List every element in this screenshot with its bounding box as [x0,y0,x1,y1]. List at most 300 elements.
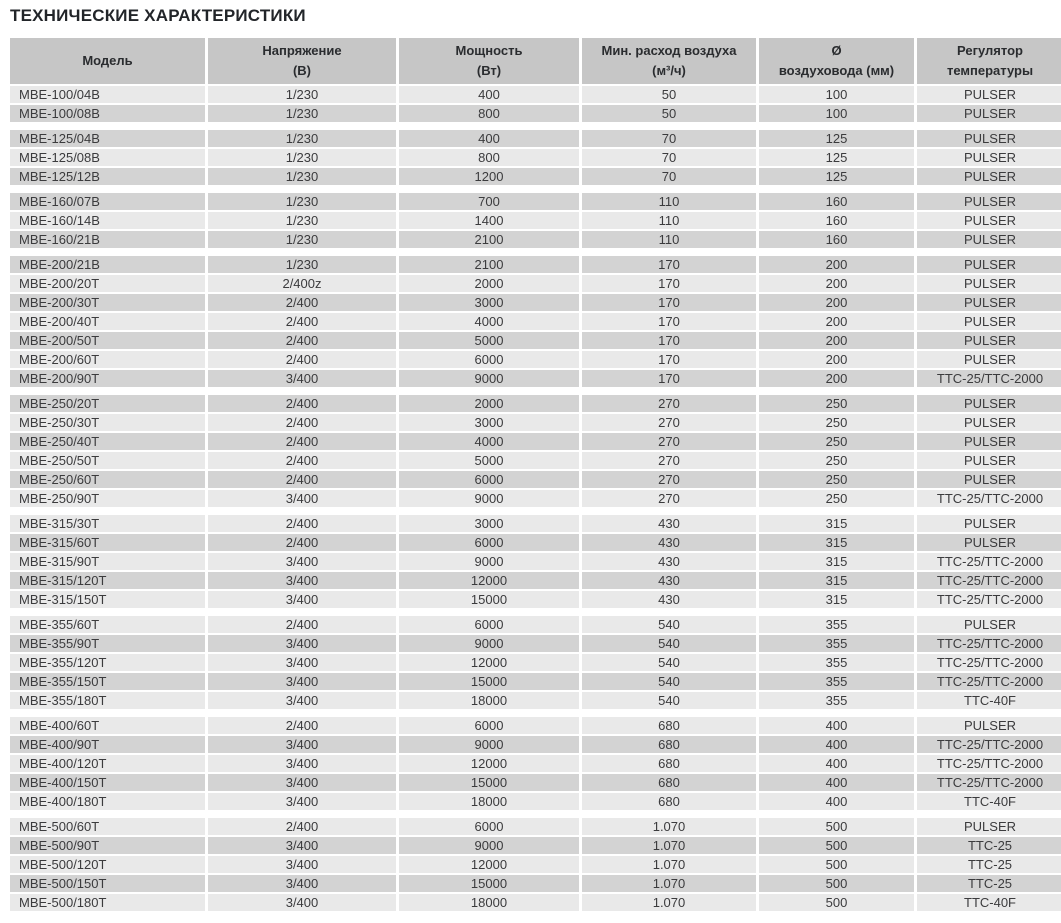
group-gap-spacer [10,711,1061,715]
airflow-cell: 680 [582,736,756,753]
group-gap-spacer [10,250,1061,254]
table-row [10,818,1061,835]
regulator-cell: TTC-25/TTC-2000 [917,736,1061,753]
table-row [10,212,1061,229]
regulator-cell: PULSER [917,105,1061,122]
airflow-cell: 170 [582,332,756,349]
voltage-cell: 2/400 [208,818,396,835]
model-cell: MBE-355/120T [10,654,205,671]
diameter-cell: 355 [759,654,914,671]
power-cell: 2000 [399,275,579,292]
model-cell: MBE-355/150T [10,673,205,690]
power-cell: 9000 [399,837,579,854]
model-cell: MBE-100/04B [10,86,205,103]
voltage-cell: 1/230 [208,231,396,248]
table-row [10,736,1061,753]
airflow-cell: 170 [582,294,756,311]
power-cell: 6000 [399,616,579,633]
model-cell: MBE-500/90T [10,837,205,854]
airflow-cell: 1.070 [582,856,756,873]
voltage-cell: 3/400 [208,370,396,387]
regulator-cell: PULSER [917,313,1061,330]
power-cell: 5000 [399,332,579,349]
table-row [10,168,1061,185]
airflow-cell: 430 [582,515,756,532]
power-cell: 2100 [399,231,579,248]
model-cell: MBE-200/60T [10,351,205,368]
table-row [10,294,1061,311]
model-cell: MBE-500/180T [10,894,205,911]
diameter-cell: 160 [759,193,914,210]
diameter-cell: 500 [759,894,914,911]
regulator-cell: PULSER [917,231,1061,248]
diameter-cell: 500 [759,818,914,835]
regulator-cell: TTC-25 [917,856,1061,873]
power-cell: 6000 [399,471,579,488]
column-header-airflow: Мин. расход воздуха (м³/ч) [582,38,756,84]
airflow-cell: 1.070 [582,837,756,854]
airflow-cell: 70 [582,168,756,185]
voltage-cell: 2/400z [208,275,396,292]
power-cell: 4000 [399,433,579,450]
voltage-cell: 2/400 [208,471,396,488]
airflow-cell: 540 [582,692,756,709]
table-row [10,591,1061,608]
diameter-cell: 125 [759,168,914,185]
diameter-cell: 100 [759,86,914,103]
voltage-cell: 3/400 [208,572,396,589]
column-header-voltage: Напряжение (В) [208,38,396,84]
voltage-cell: 3/400 [208,591,396,608]
table-row [10,673,1061,690]
model-cell: MBE-400/60T [10,717,205,734]
diameter-cell: 250 [759,433,914,450]
power-cell: 400 [399,130,579,147]
regulator-cell: PULSER [917,193,1061,210]
regulator-cell: TTC-40F [917,793,1061,810]
regulator-cell: TTC-25/TTC-2000 [917,591,1061,608]
table-row [10,515,1061,532]
voltage-cell: 1/230 [208,193,396,210]
regulator-cell: TTC-25/TTC-2000 [917,755,1061,772]
power-cell: 9000 [399,736,579,753]
voltage-cell: 2/400 [208,717,396,734]
voltage-cell: 1/230 [208,212,396,229]
power-cell: 9000 [399,370,579,387]
regulator-cell: PULSER [917,452,1061,469]
diameter-cell: 400 [759,774,914,791]
model-cell: MBE-160/07B [10,193,205,210]
diameter-cell: 100 [759,105,914,122]
table-row [10,774,1061,791]
model-cell: MBE-200/20T [10,275,205,292]
voltage-cell: 3/400 [208,736,396,753]
airflow-cell: 430 [582,553,756,570]
power-cell: 6000 [399,717,579,734]
airflow-cell: 540 [582,673,756,690]
table-row [10,894,1061,911]
airflow-cell: 270 [582,395,756,412]
regulator-cell: PULSER [917,717,1061,734]
regulator-cell: TTC-40F [917,894,1061,911]
model-cell: MBE-355/90T [10,635,205,652]
group-gap [10,812,1061,816]
spec-table [7,36,1061,913]
table-row [10,616,1061,633]
regulator-cell: TTC-25/TTC-2000 [917,553,1061,570]
diameter-cell: 315 [759,515,914,532]
airflow-cell: 430 [582,591,756,608]
diameter-cell: 125 [759,130,914,147]
voltage-cell: 2/400 [208,433,396,450]
power-cell: 12000 [399,755,579,772]
model-cell: MBE-125/04B [10,130,205,147]
airflow-cell: 430 [582,534,756,551]
column-header-duct-diameter: Ø воздуховода (мм) [759,38,914,84]
table-row [10,370,1061,387]
page-title: ТЕХНИЧЕСКИЕ ХАРАКТЕРИСТИКИ [10,6,306,25]
power-cell: 18000 [399,894,579,911]
regulator-cell: PULSER [917,130,1061,147]
airflow-cell: 680 [582,793,756,810]
model-cell: MBE-500/150T [10,875,205,892]
voltage-cell: 1/230 [208,168,396,185]
voltage-cell: 2/400 [208,294,396,311]
model-cell: MBE-500/120T [10,856,205,873]
group-gap [10,509,1061,513]
regulator-cell: TTC-25 [917,837,1061,854]
model-cell: MBE-125/12B [10,168,205,185]
regulator-cell: TTC-25/TTC-2000 [917,635,1061,652]
table-row [10,395,1061,412]
regulator-cell: PULSER [917,818,1061,835]
voltage-cell: 3/400 [208,894,396,911]
table-row [10,313,1061,330]
voltage-cell: 3/400 [208,875,396,892]
table-row [10,534,1061,551]
regulator-cell: PULSER [917,414,1061,431]
diameter-cell: 250 [759,490,914,507]
voltage-cell: 3/400 [208,553,396,570]
table-row [10,717,1061,734]
diameter-cell: 200 [759,313,914,330]
diameter-cell: 200 [759,294,914,311]
regulator-cell: TTC-25/TTC-2000 [917,654,1061,671]
regulator-cell: PULSER [917,168,1061,185]
power-cell: 6000 [399,818,579,835]
table-row [10,490,1061,507]
diameter-cell: 200 [759,256,914,273]
airflow-cell: 70 [582,130,756,147]
diameter-cell: 400 [759,717,914,734]
model-cell: MBE-400/180T [10,793,205,810]
regulator-cell: PULSER [917,515,1061,532]
model-cell: MBE-500/60T [10,818,205,835]
table-row [10,351,1061,368]
regulator-cell: PULSER [917,616,1061,633]
diameter-cell: 355 [759,673,914,690]
table-header [10,38,1061,84]
model-cell: MBE-160/14B [10,212,205,229]
regulator-cell: TTC-25/TTC-2000 [917,490,1061,507]
regulator-cell: PULSER [917,395,1061,412]
regulator-cell: TTC-25/TTC-2000 [917,774,1061,791]
diameter-cell: 250 [759,395,914,412]
regulator-cell: TTC-25 [917,875,1061,892]
voltage-cell: 3/400 [208,490,396,507]
table-row [10,856,1061,873]
diameter-cell: 125 [759,149,914,166]
model-cell: MBE-125/08B [10,149,205,166]
voltage-cell: 3/400 [208,673,396,690]
table-row [10,193,1061,210]
regulator-cell: PULSER [917,471,1061,488]
power-cell: 18000 [399,692,579,709]
column-header-model: Модель [10,38,205,84]
regulator-cell: PULSER [917,275,1061,292]
airflow-cell: 170 [582,275,756,292]
group-gap-spacer [10,509,1061,513]
model-cell: MBE-315/60T [10,534,205,551]
table-row [10,875,1061,892]
airflow-cell: 270 [582,490,756,507]
voltage-cell: 2/400 [208,515,396,532]
model-cell: MBE-400/120T [10,755,205,772]
airflow-cell: 270 [582,414,756,431]
table-row [10,755,1061,772]
diameter-cell: 315 [759,553,914,570]
power-cell: 2100 [399,256,579,273]
group-gap [10,124,1061,128]
regulator-cell: PULSER [917,86,1061,103]
regulator-cell: PULSER [917,433,1061,450]
airflow-cell: 680 [582,774,756,791]
regulator-cell: PULSER [917,534,1061,551]
regulator-cell: PULSER [917,351,1061,368]
group-gap-spacer [10,610,1061,614]
voltage-cell: 3/400 [208,856,396,873]
power-cell: 12000 [399,856,579,873]
table-row [10,635,1061,652]
airflow-cell: 50 [582,105,756,122]
model-cell: MBE-400/150T [10,774,205,791]
group-gap-spacer [10,389,1061,393]
diameter-cell: 315 [759,534,914,551]
group-gap-spacer [10,812,1061,816]
table-row [10,433,1061,450]
diameter-cell: 355 [759,616,914,633]
airflow-cell: 170 [582,351,756,368]
model-cell: MBE-315/90T [10,553,205,570]
diameter-cell: 250 [759,452,914,469]
diameter-cell: 200 [759,275,914,292]
airflow-cell: 540 [582,616,756,633]
power-cell: 1200 [399,168,579,185]
voltage-cell: 2/400 [208,395,396,412]
table-row [10,414,1061,431]
regulator-cell: TTC-25/TTC-2000 [917,572,1061,589]
airflow-cell: 540 [582,654,756,671]
regulator-cell: TTC-25/TTC-2000 [917,673,1061,690]
model-cell: MBE-315/150T [10,591,205,608]
model-cell: MBE-250/30T [10,414,205,431]
model-cell: MBE-250/60T [10,471,205,488]
diameter-cell: 355 [759,692,914,709]
model-cell: MBE-200/40T [10,313,205,330]
regulator-cell: TTC-25/TTC-2000 [917,370,1061,387]
model-cell: MBE-355/180T [10,692,205,709]
airflow-cell: 170 [582,256,756,273]
table-row [10,332,1061,349]
diameter-cell: 355 [759,635,914,652]
voltage-cell: 1/230 [208,86,396,103]
table-row [10,149,1061,166]
voltage-cell: 3/400 [208,774,396,791]
power-cell: 800 [399,149,579,166]
airflow-cell: 680 [582,717,756,734]
airflow-cell: 50 [582,86,756,103]
airflow-cell: 430 [582,572,756,589]
voltage-cell: 2/400 [208,313,396,330]
power-cell: 9000 [399,553,579,570]
voltage-cell: 3/400 [208,793,396,810]
diameter-cell: 200 [759,332,914,349]
power-cell: 2000 [399,395,579,412]
model-cell: MBE-315/120T [10,572,205,589]
diameter-cell: 500 [759,856,914,873]
diameter-cell: 250 [759,471,914,488]
table-row [10,105,1061,122]
diameter-cell: 200 [759,370,914,387]
power-cell: 9000 [399,490,579,507]
voltage-cell: 1/230 [208,256,396,273]
power-cell: 4000 [399,313,579,330]
power-cell: 15000 [399,875,579,892]
column-header-power: Мощность (Вт) [399,38,579,84]
airflow-cell: 270 [582,433,756,450]
diameter-cell: 400 [759,736,914,753]
power-cell: 800 [399,105,579,122]
power-cell: 15000 [399,673,579,690]
power-cell: 700 [399,193,579,210]
group-gap [10,711,1061,715]
power-cell: 15000 [399,591,579,608]
voltage-cell: 3/400 [208,755,396,772]
voltage-cell: 1/230 [208,149,396,166]
voltage-cell: 3/400 [208,635,396,652]
model-cell: MBE-250/20T [10,395,205,412]
airflow-cell: 110 [582,193,756,210]
airflow-cell: 680 [582,755,756,772]
diameter-cell: 200 [759,351,914,368]
regulator-cell: PULSER [917,149,1061,166]
diameter-cell: 500 [759,837,914,854]
airflow-cell: 270 [582,471,756,488]
diameter-cell: 315 [759,591,914,608]
voltage-cell: 2/400 [208,452,396,469]
voltage-cell: 1/230 [208,105,396,122]
regulator-cell: TTC-40F [917,692,1061,709]
voltage-cell: 3/400 [208,837,396,854]
group-gap [10,187,1061,191]
model-cell: MBE-250/90T [10,490,205,507]
table-row [10,553,1061,570]
table-row [10,654,1061,671]
table-row [10,793,1061,810]
airflow-cell: 1.070 [582,875,756,892]
table-row [10,471,1061,488]
diameter-cell: 500 [759,875,914,892]
diameter-cell: 400 [759,793,914,810]
table-row [10,572,1061,589]
voltage-cell: 2/400 [208,332,396,349]
regulator-cell: PULSER [917,332,1061,349]
table-row [10,231,1061,248]
diameter-cell: 315 [759,572,914,589]
power-cell: 9000 [399,635,579,652]
regulator-cell: PULSER [917,212,1061,229]
power-cell: 5000 [399,452,579,469]
regulator-cell: PULSER [917,294,1061,311]
power-cell: 1400 [399,212,579,229]
model-cell: MBE-315/30T [10,515,205,532]
voltage-cell: 2/400 [208,534,396,551]
group-gap [10,610,1061,614]
power-cell: 12000 [399,572,579,589]
table-row [10,837,1061,854]
model-cell: MBE-400/90T [10,736,205,753]
group-gap [10,250,1061,254]
airflow-cell: 110 [582,231,756,248]
table-row [10,130,1061,147]
airflow-cell: 540 [582,635,756,652]
airflow-cell: 1.070 [582,818,756,835]
power-cell: 18000 [399,793,579,810]
airflow-cell: 270 [582,452,756,469]
regulator-cell: PULSER [917,256,1061,273]
airflow-cell: 70 [582,149,756,166]
voltage-cell: 2/400 [208,616,396,633]
power-cell: 400 [399,86,579,103]
airflow-cell: 1.070 [582,894,756,911]
group-gap-spacer [10,187,1061,191]
airflow-cell: 170 [582,313,756,330]
table-body [10,86,1061,911]
diameter-cell: 250 [759,414,914,431]
model-cell: MBE-200/90T [10,370,205,387]
table-row [10,275,1061,292]
model-cell: MBE-250/50T [10,452,205,469]
model-cell: MBE-250/40T [10,433,205,450]
model-cell: MBE-200/30T [10,294,205,311]
power-cell: 6000 [399,534,579,551]
power-cell: 15000 [399,774,579,791]
voltage-cell: 3/400 [208,692,396,709]
model-cell: MBE-160/21B [10,231,205,248]
diameter-cell: 160 [759,231,914,248]
model-cell: MBE-355/60T [10,616,205,633]
power-cell: 3000 [399,414,579,431]
diameter-cell: 400 [759,755,914,772]
voltage-cell: 3/400 [208,654,396,671]
power-cell: 3000 [399,294,579,311]
model-cell: MBE-100/08B [10,105,205,122]
voltage-cell: 2/400 [208,351,396,368]
airflow-cell: 170 [582,370,756,387]
column-header-temperature-regulator: Регулятор температуры [917,38,1061,84]
table-row [10,86,1061,103]
group-gap [10,389,1061,393]
